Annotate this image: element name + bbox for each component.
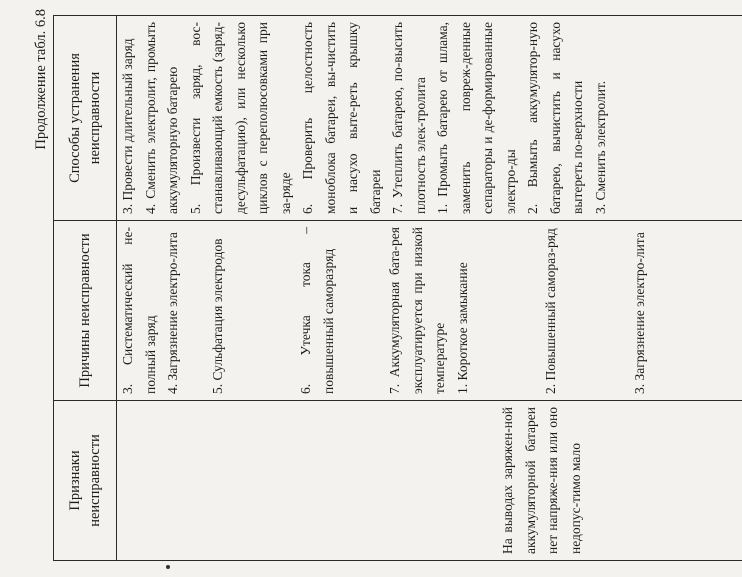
cause-entry: 6. Утечка тока – повышенный саморазряд: [298, 227, 336, 394]
sign-entry: На выводах заряжен-ной аккумуляторной батареи нет напряже-ния или оно недопус-тимо мало: [500, 407, 583, 554]
remedy-entry: 4. Сменить электролит, промыть аккумуляторную батарею: [142, 22, 180, 214]
cause-entry: 2. Повышенный самораз-ряд: [543, 228, 558, 394]
remedy-entry: 3. Сменить электролит.: [592, 80, 608, 214]
header-row: [54, 16, 117, 561]
remedy-entry: 1. Промыть батарею от шлама, заменить повреж-денные сепараторы и де-формированные электро-ды: [435, 22, 518, 214]
scan-speck: [166, 565, 170, 569]
table-caption: Продолжение табл. 6.8: [33, 9, 49, 150]
faults-table: [53, 15, 742, 561]
cause-entry: 5. Сульфатация электродов: [209, 238, 225, 394]
causes-cell: [117, 221, 742, 401]
table-row: [117, 16, 742, 561]
remedy-entry: 2. Вымыть аккумулятор-ную батарею, вычистить и насухо вытереть по-верхности: [525, 22, 585, 214]
rotated-page: [31, 9, 731, 569]
cause-entry: 4. Загрязнение электро-лита: [165, 232, 180, 394]
cause-entry: 3. Систематический не-полный заряд: [120, 227, 158, 394]
cause-entry: 3. Загрязнение электро-лита: [631, 232, 647, 394]
remedy-entry: 7. Утеплить батарею, по-высить плотность элек-тролита: [390, 22, 428, 214]
cause-entry: 7. Аккумуляторная бата-рея эксплуатируется при низкой температуре: [387, 227, 447, 394]
remedy-entry: 6. Проверить целостность моноблока батареи, вы-чистить и насухо выте-реть крышку батареи: [300, 22, 383, 214]
cause-entry: 1. Короткое замыкание: [454, 262, 470, 394]
header-causes: Причины неисправности: [54, 221, 117, 401]
header-remedies: Способы устранения неисправности: [54, 16, 117, 221]
remedy-entry: 3. Провести длительный заряд: [120, 38, 135, 214]
remedies-cell: [117, 16, 742, 221]
header-signs: Признаки неисправности: [54, 401, 117, 561]
signs-cell: [117, 401, 742, 561]
remedy-entry: 5. Произвести заряд, вос-станавливающий емкость (заряд-десульфатацию), или несколько циклов с переполюсовками при за-ряде: [187, 22, 293, 214]
